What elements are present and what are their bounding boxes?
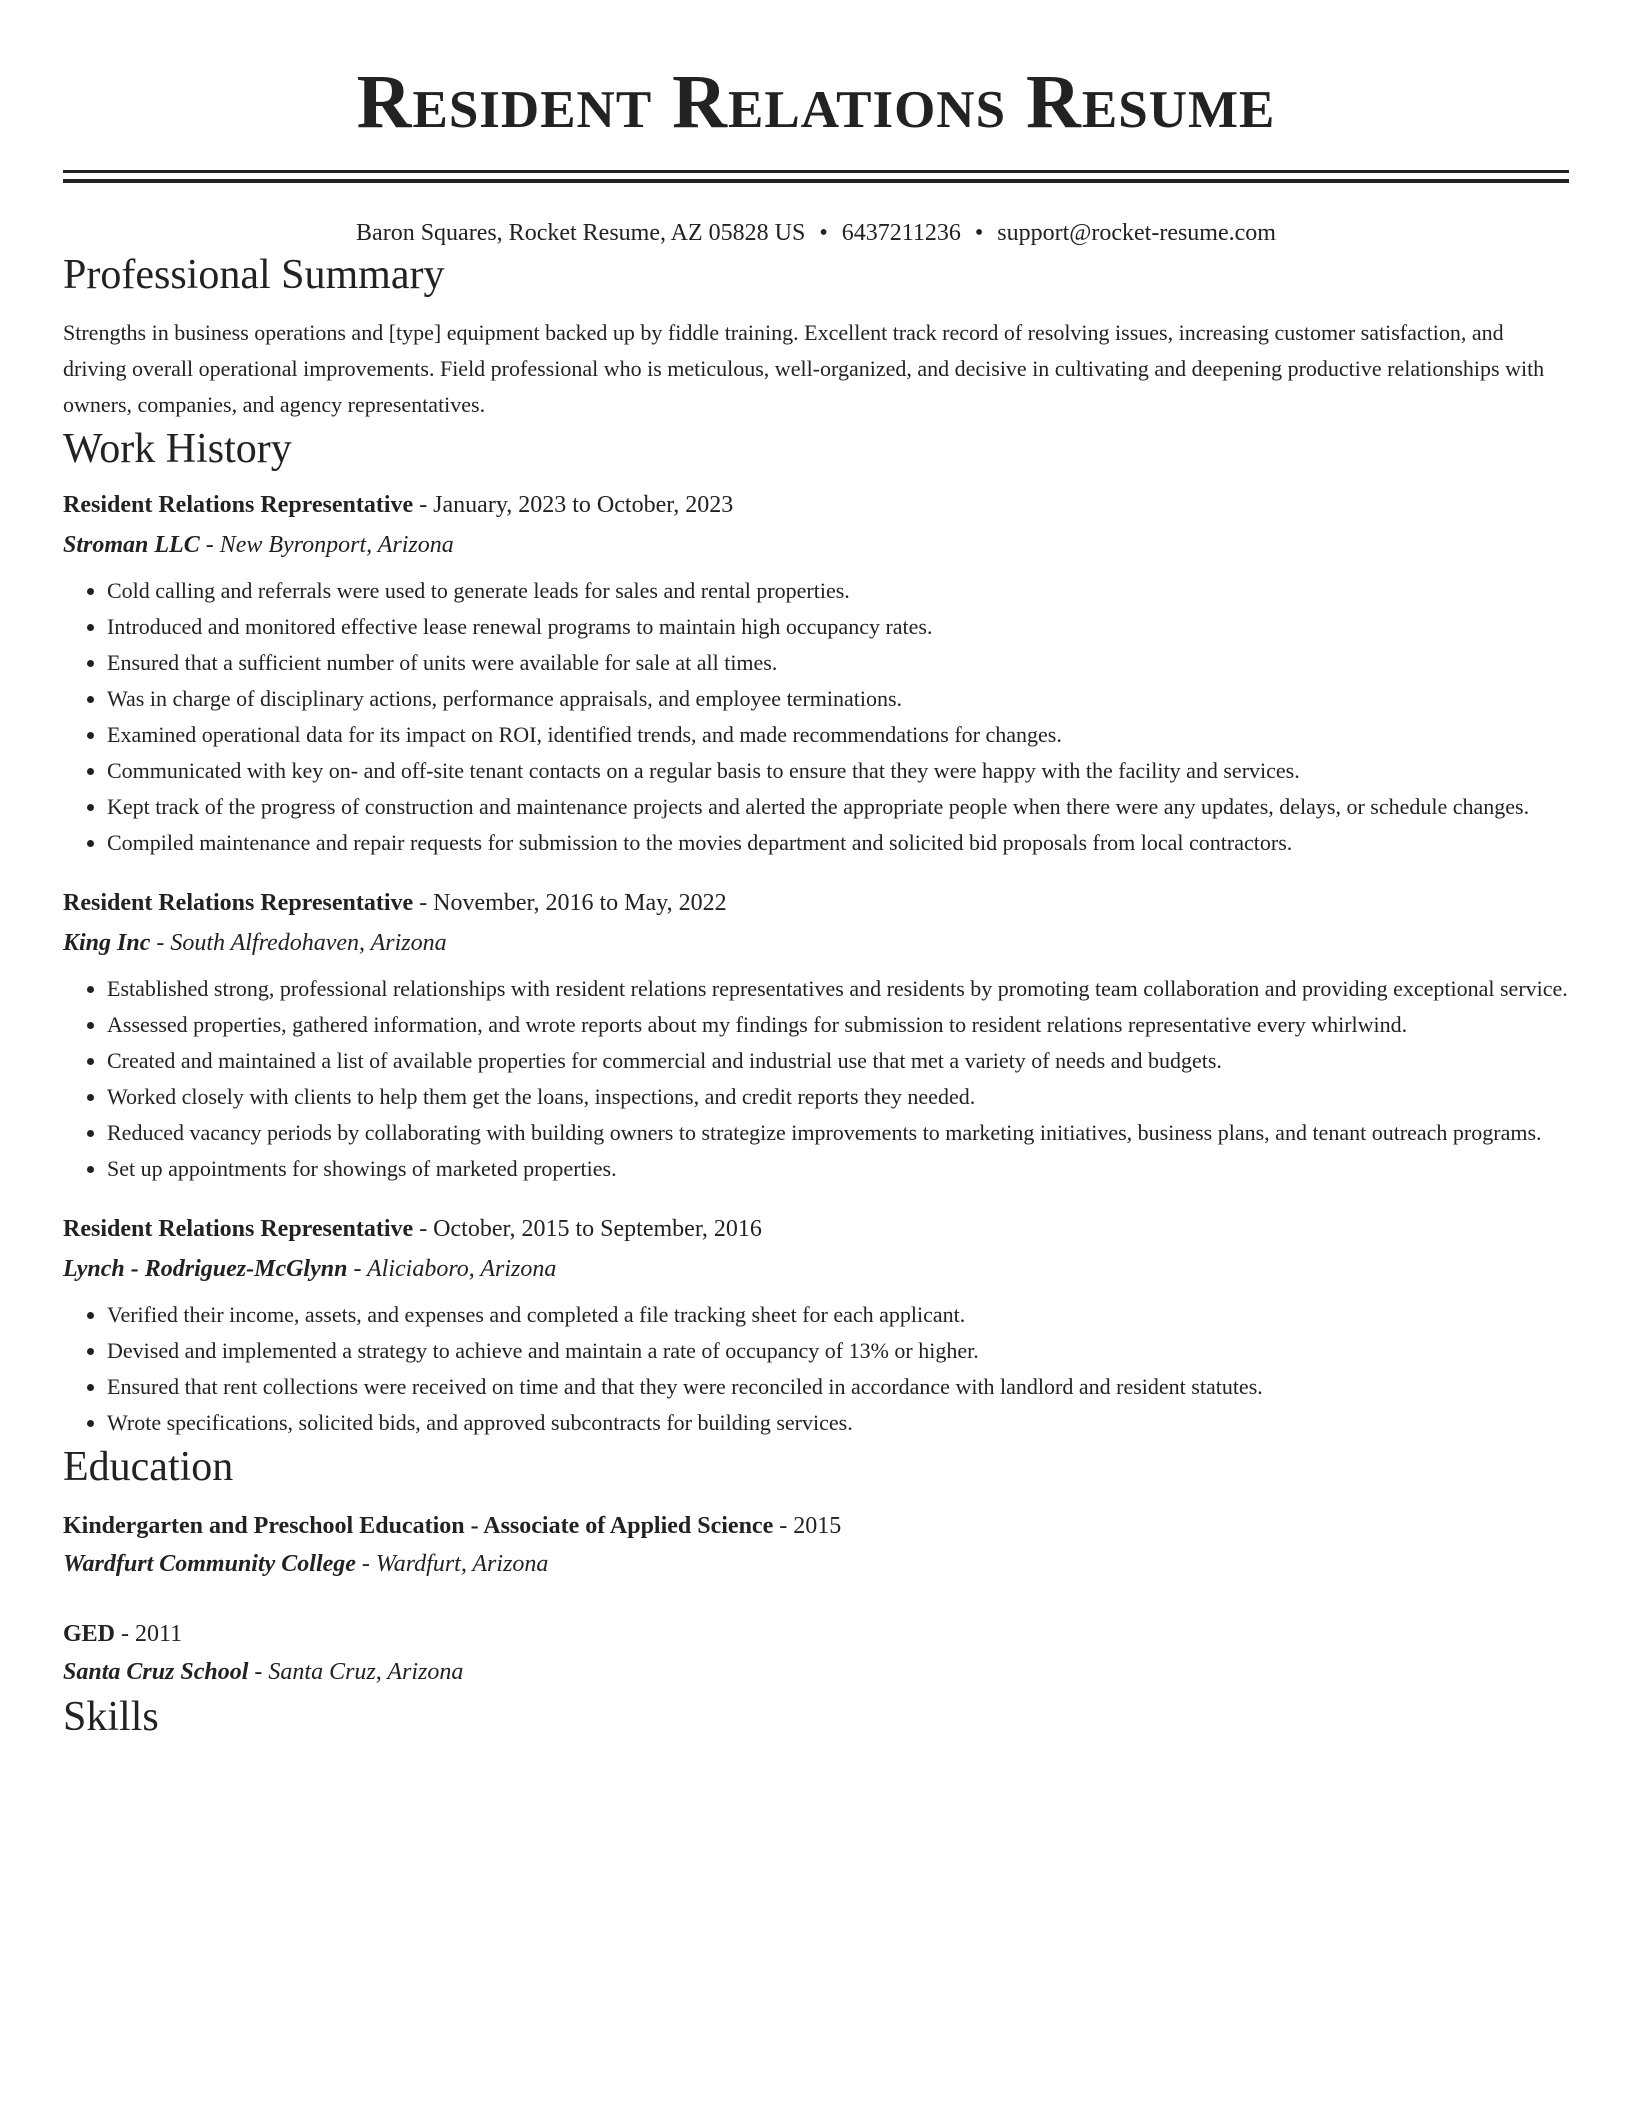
job-entry — [63, 1209, 1569, 1441]
job-bullet: • Established strong, professional relationships with resident relations representatives and residents by promoting team collaboration and providing exceptional service. — [107, 971, 1569, 1007]
job-dates: - January, 2023 to October, 2023 — [413, 492, 734, 518]
degree-line — [63, 1615, 1569, 1653]
company-line — [63, 525, 1569, 565]
school-location: - Wardfurt, Arizona — [355, 1551, 549, 1577]
job-bullet: • Worked closely with clients to help them get the loans, inspections, and credit reports they needed. — [107, 1079, 1569, 1115]
degree-year: - 2011 — [115, 1621, 183, 1647]
job-entry — [63, 883, 1569, 1187]
job-bullets — [63, 573, 1569, 861]
job-bullet: • Compiled maintenance and repair requests for submission to the movies department and solicited bid proposals from local contractors. — [107, 825, 1569, 861]
contact-separator: • — [819, 220, 828, 246]
degree-name: Kindergarten and Preschool Education - Associate of Applied Science — [63, 1513, 774, 1539]
job-bullets — [63, 1297, 1569, 1441]
job-bullets — [63, 971, 1569, 1187]
school-line — [63, 1653, 1569, 1691]
job-title-line — [63, 1209, 1569, 1249]
company-location: - South Alfredohaven, Arizona — [150, 930, 447, 956]
contact-email: support@rocket-resume.com — [997, 220, 1276, 246]
job-bullet: • Set up appointments for showings of marketed properties. — [107, 1151, 1569, 1187]
education-entry — [63, 1615, 1569, 1691]
company-line — [63, 1249, 1569, 1289]
job-bullet: • Communicated with key on- and off-site tenant contacts on a regular basis to ensure that they were happy with the facility and services. — [107, 753, 1569, 789]
title-divider — [63, 170, 1569, 173]
degree-name: GED — [63, 1621, 116, 1647]
school-name: Santa Cruz School — [63, 1659, 249, 1685]
job-bullet: • Created and maintained a list of available properties for commercial and industrial use that met a variety of needs and budgets. — [107, 1043, 1569, 1079]
skills-heading: Skills — [63, 1694, 159, 1740]
company-line — [63, 923, 1569, 963]
company-name: King Inc — [63, 930, 151, 956]
job-bullet: • Ensured that rent collections were received on time and that they were reconciled in accordance with landlord and resident statutes. — [107, 1369, 1569, 1405]
job-bullet: • Introduced and monitored effective lease renewal programs to maintain high occupancy rates. — [107, 609, 1569, 645]
job-title-line — [63, 485, 1569, 525]
job-bullet: • Reduced vacancy periods by collaborating with building owners to strategize improvements to marketing initiatives, business plans, and tenant outreach programs. — [107, 1115, 1569, 1151]
contact-address: Baron Squares, Rocket Resume, AZ 05828 US — [356, 220, 806, 246]
degree-year: - 2015 — [773, 1513, 842, 1539]
contact-line — [63, 217, 1569, 249]
summary-text: Strengths in business operations and [type] equipment backed up by fiddle training. Excellent track record of resolving issues, increasing customer satisfaction, and driving overall operational improvements. Field professional who is meticulous, well-organized, and decisive in cultivating and deepening productive relationships with owners, companies, and agency representatives. — [63, 320, 1545, 417]
job-entry — [63, 485, 1569, 861]
school-location: - Santa Cruz, Arizona — [248, 1659, 464, 1685]
work-history-heading: Work History — [63, 426, 292, 472]
job-bullet: • Cold calling and referrals were used to generate leads for sales and rental properties. — [107, 573, 1569, 609]
company-name: Lynch - Rodriguez-McGlynn — [63, 1256, 348, 1282]
school-name: Wardfurt Community College — [63, 1551, 356, 1577]
job-title: Resident Relations Representative — [63, 492, 414, 518]
job-title-line — [63, 883, 1569, 923]
education-heading: Education — [63, 1444, 234, 1490]
contact-separator: • — [974, 220, 984, 246]
job-bullet: • Was in charge of disciplinary actions, performance appraisals, and employee terminations. — [107, 681, 1569, 717]
school-line — [63, 1545, 1569, 1583]
job-bullet: • Ensured that a sufficient number of units were available for sale at all times. — [107, 645, 1569, 681]
title-divider-thick — [63, 179, 1569, 183]
summary-heading: Professional Summary — [63, 252, 445, 298]
job-bullet: • Verified their income, assets, and expenses and completed a file tracking sheet for each applicant. — [107, 1297, 1569, 1333]
company-name: Stroman LLC — [63, 532, 200, 558]
job-dates: - November, 2016 to May, 2022 — [413, 890, 727, 916]
education-entry — [63, 1507, 1569, 1583]
job-bullet: • Examined operational data for its impact on ROI, identified trends, and made recommendations for changes. — [107, 717, 1569, 753]
company-location: - New Byronport, Arizona — [199, 532, 454, 558]
degree-line — [63, 1507, 1569, 1545]
company-location: - Aliciaboro, Arizona — [347, 1256, 557, 1282]
job-title: Resident Relations Representative — [63, 1216, 414, 1242]
job-dates: - October, 2015 to September, 2016 — [413, 1216, 762, 1242]
contact-phone: 6437211236 — [841, 220, 961, 246]
job-bullet: • Devised and implemented a strategy to achieve and maintain a rate of occupancy of 13% or higher. — [107, 1333, 1569, 1369]
job-bullet: • Kept track of the progress of construction and maintenance projects and alerted the appropriate people when there were any updates, delays, or schedule changes. — [107, 789, 1569, 825]
resume-title: Resident Relations Resume — [356, 60, 1276, 144]
job-title: Resident Relations Representative — [63, 890, 414, 916]
job-bullet: • Assessed properties, gathered information, and wrote reports about my findings for submission to resident relations representative every whirlwind. — [107, 1007, 1569, 1043]
job-bullet: • Wrote specifications, solicited bids, and approved subcontracts for building services. — [107, 1405, 1569, 1441]
